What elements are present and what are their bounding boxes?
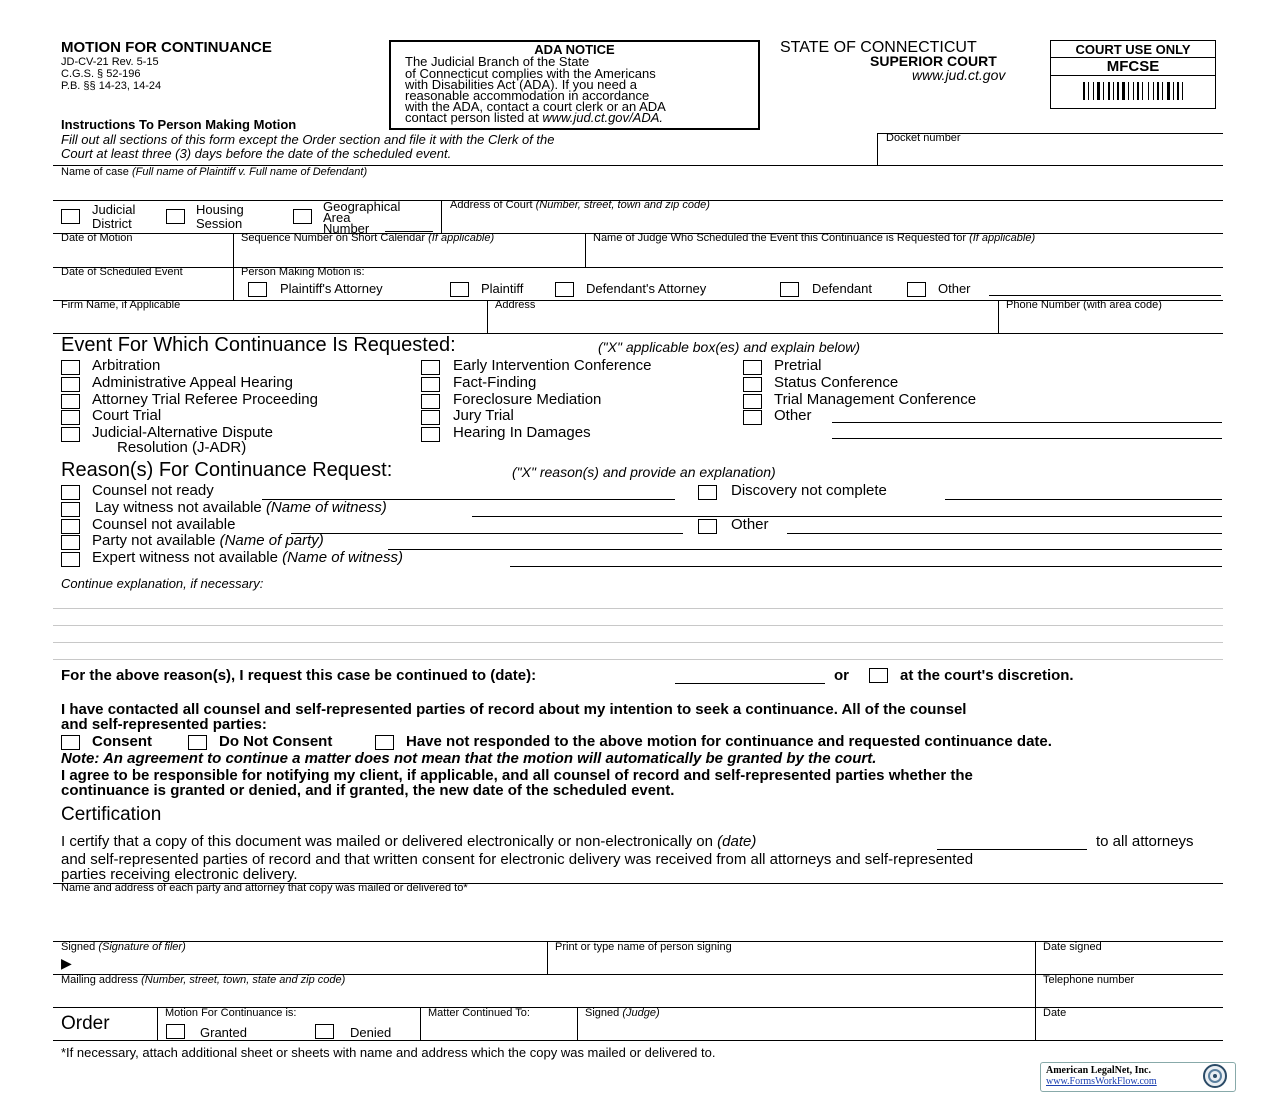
person-making-motion-label: Person Making Motion is:: [241, 266, 365, 278]
contact-statement: and self-represented parties:: [61, 716, 267, 733]
print-name-label: Print or type name of person signing: [555, 941, 732, 953]
other-person-field[interactable]: [989, 295, 1221, 296]
ada-line: of Connecticut complies with the Americans: [405, 66, 656, 81]
pretrial-checkbox[interactable]: [743, 360, 762, 375]
reason-label: Other: [731, 516, 769, 533]
event-label: Early Intervention Conference: [453, 357, 652, 374]
form-code: MFCSE: [1106, 58, 1160, 75]
ada-line: The Judicial Branch of the State: [405, 54, 590, 69]
other-reason-checkbox[interactable]: [698, 519, 717, 534]
date-signed-field[interactable]: [1039, 955, 1221, 973]
court-address-field[interactable]: [446, 212, 1221, 231]
housing-session-checkbox[interactable]: [166, 209, 185, 224]
case-name-field[interactable]: [56, 179, 1221, 199]
court-discretion-checkbox[interactable]: [869, 668, 888, 683]
event-section-hint: ("X" applicable box(es) and explain below): [598, 339, 861, 355]
housing-session-label: Session: [196, 216, 243, 231]
form-number: JD-CV-21 Rev. 5-15: [61, 56, 159, 68]
statute-reference: C.G.S. § 52-196: [61, 68, 141, 80]
ada-contact-text: contact person listed at: [405, 110, 539, 125]
court-website[interactable]: www.jud.ct.gov: [912, 67, 1006, 83]
docket-number-field[interactable]: [880, 146, 1220, 164]
lay-witness-checkbox[interactable]: [61, 502, 80, 517]
ada-notice-title: ADA NOTICE: [534, 42, 615, 57]
instructions-text: Court at least three (3) days before the date of the scheduled event.: [61, 146, 452, 161]
ada-line: reasonable accommodation in accordance: [405, 88, 650, 103]
ada-line: with Disabilities Act (ADA). If you need a: [405, 77, 637, 92]
date-signed-label: Date signed: [1043, 941, 1102, 953]
defendant-checkbox[interactable]: [780, 282, 799, 297]
other-person-label: Other: [938, 281, 971, 296]
consent-label: Consent: [92, 733, 152, 750]
expert-witness-checkbox[interactable]: [61, 552, 80, 567]
arbitration-checkbox[interactable]: [61, 360, 80, 375]
order-date-label: Date: [1043, 1007, 1067, 1019]
other-event-checkbox[interactable]: [743, 410, 762, 425]
event-label: Court Trial: [92, 407, 162, 424]
reason-label: Discovery not complete: [731, 482, 887, 499]
status-conference-checkbox[interactable]: [743, 377, 762, 392]
geographical-area-label: Number: [323, 221, 370, 236]
reason-label: Counsel not ready: [92, 482, 214, 499]
case-name-label: Name of case (Full name of Plaintiff v. Full name of Defendant): [61, 166, 368, 178]
form-title: MOTION FOR CONTINUANCE: [61, 39, 272, 56]
do-not-consent-checkbox[interactable]: [188, 735, 207, 750]
date-of-motion-label: Date of Motion: [61, 232, 133, 244]
explanation-line[interactable]: [53, 659, 1223, 660]
matter-continued-label: Matter Continued To:: [428, 1007, 530, 1019]
instructions-heading: Instructions To Person Making Motion: [61, 117, 297, 132]
agreement-statement: I agree to be responsible for notifying my client, if applicable, and all counsel of record and self-represented parties whether the: [61, 767, 973, 784]
other-event-field[interactable]: [832, 422, 1222, 423]
geographical-area-label: Area: [323, 210, 351, 225]
phone-number-field[interactable]: [1002, 313, 1221, 331]
telephone-field[interactable]: [1039, 988, 1221, 1006]
discovery-checkbox[interactable]: [698, 485, 717, 500]
certification-text: to all attorneys: [1096, 833, 1194, 850]
hearing-in-damages-checkbox[interactable]: [421, 427, 440, 442]
event-label: Other: [774, 407, 812, 424]
print-name-field[interactable]: [551, 955, 1031, 973]
event-label: Fact-Finding: [453, 374, 537, 391]
footer-note: *If necessary, attach additional sheet or sheets with name and address which the copy was mailed or delivered to.: [61, 1045, 716, 1060]
docket-number-label: Docket number: [886, 132, 961, 144]
instructions-text: Fill out all sections of this form except the Order section and file it with the Clerk of the: [61, 132, 555, 147]
or-label: or: [834, 667, 849, 684]
certification-text: I certify that a copy of this document was mailed or delivered electronically or non-electronically on (date): [61, 833, 757, 850]
event-label: Resolution (J-ADR): [117, 439, 247, 456]
firm-address-field[interactable]: [491, 313, 995, 331]
reason-section-hint: ("X" reason(s) and provide an explanation): [512, 464, 776, 480]
legalnet-brand: American LegalNet, Inc.: [1046, 1065, 1151, 1076]
certification-heading: Certification: [61, 804, 162, 825]
foreclosure-mediation-checkbox[interactable]: [421, 394, 440, 409]
sequence-number-field[interactable]: [237, 246, 583, 265]
telephone-label: Telephone number: [1043, 974, 1135, 986]
barcode-icon: [1083, 82, 1183, 100]
date-scheduled-label: Date of Scheduled Event: [61, 266, 183, 278]
event-label: Hearing In Damages: [453, 424, 591, 441]
counsel-not-ready-checkbox[interactable]: [61, 485, 80, 500]
event-label: Trial Management Conference: [774, 391, 977, 408]
plaintiffs-attorney-label: Plaintiff's Attorney: [280, 281, 383, 296]
geographical-area-label: Geographical: [323, 199, 401, 214]
contact-statement: I have contacted all counsel and self-represented parties of record about my intention to seek a continuance. All of the counsel: [61, 701, 967, 718]
certification-date-field[interactable]: [937, 849, 1087, 850]
fact-finding-checkbox[interactable]: [421, 377, 440, 392]
explanation-line[interactable]: [53, 642, 1223, 643]
firm-name-field[interactable]: [56, 313, 484, 331]
order-heading: Order: [61, 1013, 110, 1034]
lay-witness-field[interactable]: [472, 516, 1222, 517]
event-label: Pretrial: [774, 357, 822, 374]
judicial-district-label: District: [92, 216, 132, 231]
recipients-field[interactable]: [56, 896, 1221, 938]
phone-number-label: Phone Number (with area code): [1006, 299, 1162, 311]
motion-is-label: Motion For Continuance is:: [165, 1007, 297, 1019]
event-label: Foreclosure Mediation: [453, 391, 602, 408]
mailing-address-label: Mailing address (Number, street, town, state and zip code): [61, 974, 346, 986]
firm-name-label: Firm Name, if Applicable: [61, 299, 181, 311]
legalnet-url[interactable]: www.FormsWorkFlow.com: [1046, 1076, 1157, 1087]
plaintiffs-attorney-checkbox[interactable]: [248, 282, 267, 297]
expert-witness-field[interactable]: [510, 566, 1222, 567]
certification-text: parties receiving electronic delivery.: [61, 866, 298, 883]
court-discretion-label: at the court's discretion.: [900, 667, 1074, 684]
defendant-label: Defendant: [812, 281, 872, 296]
party-not-available-checkbox[interactable]: [61, 535, 80, 550]
party-not-available-field[interactable]: [388, 549, 1222, 550]
signature-arrow-icon: ▶: [61, 955, 72, 971]
explanation-line[interactable]: [53, 608, 1223, 609]
housing-session-label: Housing: [196, 202, 244, 217]
j-adr-checkbox[interactable]: [61, 427, 80, 442]
explanation-line[interactable]: [53, 625, 1223, 626]
plaintiff-checkbox[interactable]: [450, 282, 469, 297]
matter-continued-field[interactable]: [424, 1021, 574, 1038]
not-responded-checkbox[interactable]: [375, 735, 394, 750]
consent-checkbox[interactable]: [61, 735, 80, 750]
denied-checkbox[interactable]: [315, 1024, 334, 1039]
geographical-area-checkbox[interactable]: [293, 209, 312, 224]
continue-explanation-label: Continue explanation, if necessary:: [61, 576, 264, 591]
event-label: Status Conference: [774, 374, 899, 391]
other-event-field-2[interactable]: [832, 438, 1222, 439]
judicial-district-label: Judicial: [92, 202, 136, 217]
not-responded-label: Have not responded to the above motion for continuance and requested continuance date.: [406, 733, 1052, 750]
state-name: STATE OF CONNECTICUT: [780, 39, 977, 56]
mailing-address-field[interactable]: [56, 988, 1031, 1006]
court-name: SUPERIOR COURT: [870, 53, 997, 69]
judge-signature-field[interactable]: [581, 1021, 1031, 1038]
discovery-field[interactable]: [945, 499, 1222, 500]
ada-line: [405, 110, 663, 125]
court-use-label: COURT USE ONLY: [1075, 42, 1191, 57]
judicial-district-checkbox[interactable]: [61, 209, 80, 224]
agreement-note: Note: An agreement to continue a matter does not mean that the motion will automatically be granted by the court.: [61, 750, 877, 767]
order-date-field[interactable]: [1039, 1021, 1221, 1038]
event-label: Administrative Appeal Hearing: [92, 374, 293, 391]
signature-field[interactable]: [80, 955, 542, 973]
counsel-not-available-checkbox[interactable]: [61, 519, 80, 534]
administrative-appeal-checkbox[interactable]: [61, 377, 80, 392]
event-label: Jury Trial: [453, 407, 514, 424]
continue-to-date-label: For the above reason(s), I request this case be continued to (date):: [61, 667, 537, 684]
legalnet-logo-icon: [1198, 1063, 1232, 1089]
reason-label: Party not available (Name of party): [92, 532, 324, 549]
event-section-heading: Event For Which Continuance Is Requested:: [61, 334, 456, 356]
reason-section-heading: Reason(s) For Continuance Request:: [61, 459, 393, 481]
firm-address-label: Address: [495, 299, 536, 311]
continue-to-date-field[interactable]: [675, 683, 825, 684]
event-label: Attorney Trial Referee Proceeding: [92, 391, 318, 408]
sequence-number-label: Sequence Number on Short Calendar (If applicable): [241, 232, 495, 244]
early-intervention-checkbox[interactable]: [421, 360, 440, 375]
reason-label: Lay witness not available (Name of witness): [95, 499, 387, 516]
granted-label: Granted: [200, 1025, 247, 1040]
defendants-attorney-label: Defendant's Attorney: [586, 281, 707, 296]
recipients-label: Name and address of each party and attorney that copy was mailed or delivered to*: [61, 882, 468, 894]
do-not-consent-label: Do Not Consent: [219, 733, 333, 750]
judge-name-field[interactable]: [589, 246, 1221, 265]
trial-management-checkbox[interactable]: [743, 394, 762, 409]
judge-name-label: Name of Judge Who Scheduled the Event this Continuance is Requested for (If applicable): [593, 232, 1036, 244]
denied-label: Denied: [350, 1025, 392, 1040]
granted-checkbox[interactable]: [166, 1024, 185, 1039]
other-person-checkbox[interactable]: [907, 282, 926, 297]
reason-label: Counsel not available: [92, 516, 236, 533]
ada-link[interactable]: www.jud.ct.gov/ADA.: [542, 110, 663, 125]
practice-book-reference: P.B. §§ 14-23, 14-24: [61, 80, 162, 92]
reason-label: Expert witness not available (Name of witness): [92, 549, 403, 566]
court-trial-checkbox[interactable]: [61, 410, 80, 425]
event-label: Judicial-Alternative Dispute: [92, 424, 273, 441]
date-scheduled-field[interactable]: [56, 280, 231, 298]
certification-text: and self-represented parties of record and that written consent for electronic delivery was received from all attorneys and self-represented: [61, 851, 974, 868]
counsel-not-available-field[interactable]: [291, 533, 683, 534]
date-of-motion-field[interactable]: [56, 246, 231, 265]
other-reason-field[interactable]: [787, 533, 1222, 534]
ada-line: with the ADA, contact a court clerk or an ADA: [405, 99, 666, 114]
defendants-attorney-checkbox[interactable]: [555, 282, 574, 297]
event-label: Arbitration: [92, 357, 161, 374]
signed-label: Signed (Signature of filer): [61, 941, 186, 953]
attorney-trial-referee-checkbox[interactable]: [61, 394, 80, 409]
plaintiff-label: Plaintiff: [481, 281, 524, 296]
jury-trial-checkbox[interactable]: [421, 410, 440, 425]
judge-signed-label: Signed (Judge): [585, 1007, 660, 1019]
agreement-statement: continuance is granted or denied, and if granted, the new date of the scheduled event.: [61, 782, 675, 799]
court-address-label: Address of Court (Number, street, town and zip code): [450, 199, 710, 211]
